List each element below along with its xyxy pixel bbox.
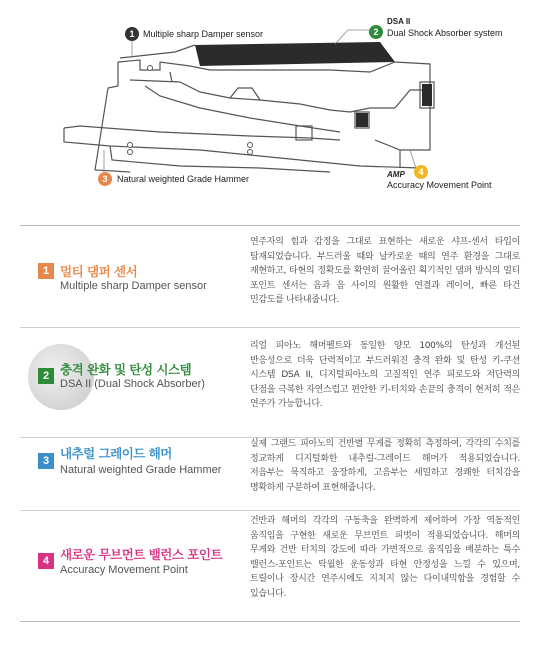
feature-2-title: 충격 완화 및 탄성 시스템 [60, 362, 192, 377]
callout-4-label: Accuracy Movement Point [387, 180, 492, 190]
callout-4-badge: 4 [414, 165, 428, 179]
feature-4-subtitle: Accuracy Movement Point [60, 564, 188, 576]
feature-4-description: 건반과 해머의 각각의 구동축을 완벽하게 제어하여 가장 역동적인 움직임을 구현한 새로운 무브먼트 피벗이 적용되었습니다. 해머의 무게와 건반 터치의 강도에 따라 가변적으로 움직임을 배분하는 특수 밸런스-포인트는 탁월한 운동성과 타현 안정성을 느낄 수 있으며, 트릴이나 장시간 연주시에도 지치지 않는 다이내믹함을 경험할 수 있습니다. [250, 516, 520, 599]
feature-3-title: 내추럴 그레이드 해머 [60, 446, 172, 461]
feature-1-title: 멀티 댐퍼 센서 [60, 264, 138, 279]
feature-1-subtitle: Multiple sharp Damper sensor [60, 280, 207, 292]
feature-2-number-badge: 2 [38, 368, 54, 384]
feature-row-1 [20, 226, 520, 327]
keyboard-action-diagram [0, 0, 539, 210]
feature-3-subtitle: Natural weighted Grade Hammer [60, 464, 222, 476]
feature-4-title: 새로운 무브먼트 밸런스 포인트 [60, 547, 223, 562]
feature-1-description: 연주자의 힘과 감정을 그대로 표현하는 새로운 샤프-센서 타입이 탑재되었습니다. 부드러울 때와 날카로운 때의 연주 환경을 그대로 재현하고, 타현의 정확도를 확연히 끌어올린 획기적인 댐퍼 방식의 멀티 포인트 센서는 음과 음 사이의 원활한 연결과 레이어, 빠른 타건 민감도를 나타내줍니다. [250, 237, 520, 305]
feature-row-3 [20, 438, 520, 509]
callout-1-badge: 1 [125, 27, 139, 41]
feature-1-number-badge: 1 [38, 263, 54, 279]
callout-3-badge: 3 [98, 172, 112, 186]
feature-3-number-badge: 3 [38, 453, 54, 469]
callout-2-label: Dual Shock Absorber system [387, 28, 503, 38]
feature-2-subtitle: DSA II (Dual Shock Absorber) [60, 378, 205, 390]
callout-4-label-top: AMP [387, 170, 405, 179]
divider [20, 621, 520, 622]
feature-2-description: 리얼 피아노 해머펠트와 동일한 양모 100%의 탄성과 개선된 반응성으로 더욱 단력적이고 부드러워진 충격 완화 및 탄성 키-쿠션 시스템 DSA II, 디지털피아노의 고질적인 연주 피로도와 저단력의 단점을 극복한 자연스럽고 편안한 키-터치와 손끝의 충격이 현저히 적은 연주가 가능합니다. [250, 341, 520, 409]
callout-3-label: Natural weighted Grade Hammer [117, 174, 250, 184]
callout-2-label-top: DSA II [387, 17, 411, 26]
feature-4-number-badge: 4 [38, 553, 54, 569]
callout-2-badge: 2 [369, 25, 383, 39]
feature-3-description: 실제 그랜드 피아노의 건반별 무게를 정확히 측정하여, 각각의 수치를 정교하게 디지털화한 내추럴-그레이드 해머가 적용되었습니다. 저음부는 묵직하고 웅장하게, 고음부는 세밀하고 경쾌한 터치감을 명확하게 구분하여 표현해줍니다. [250, 439, 520, 493]
feature-row-2 [20, 328, 520, 436]
feature-row-4 [20, 511, 520, 619]
callout-1-label: Multiple sharp Damper sensor [143, 29, 264, 39]
